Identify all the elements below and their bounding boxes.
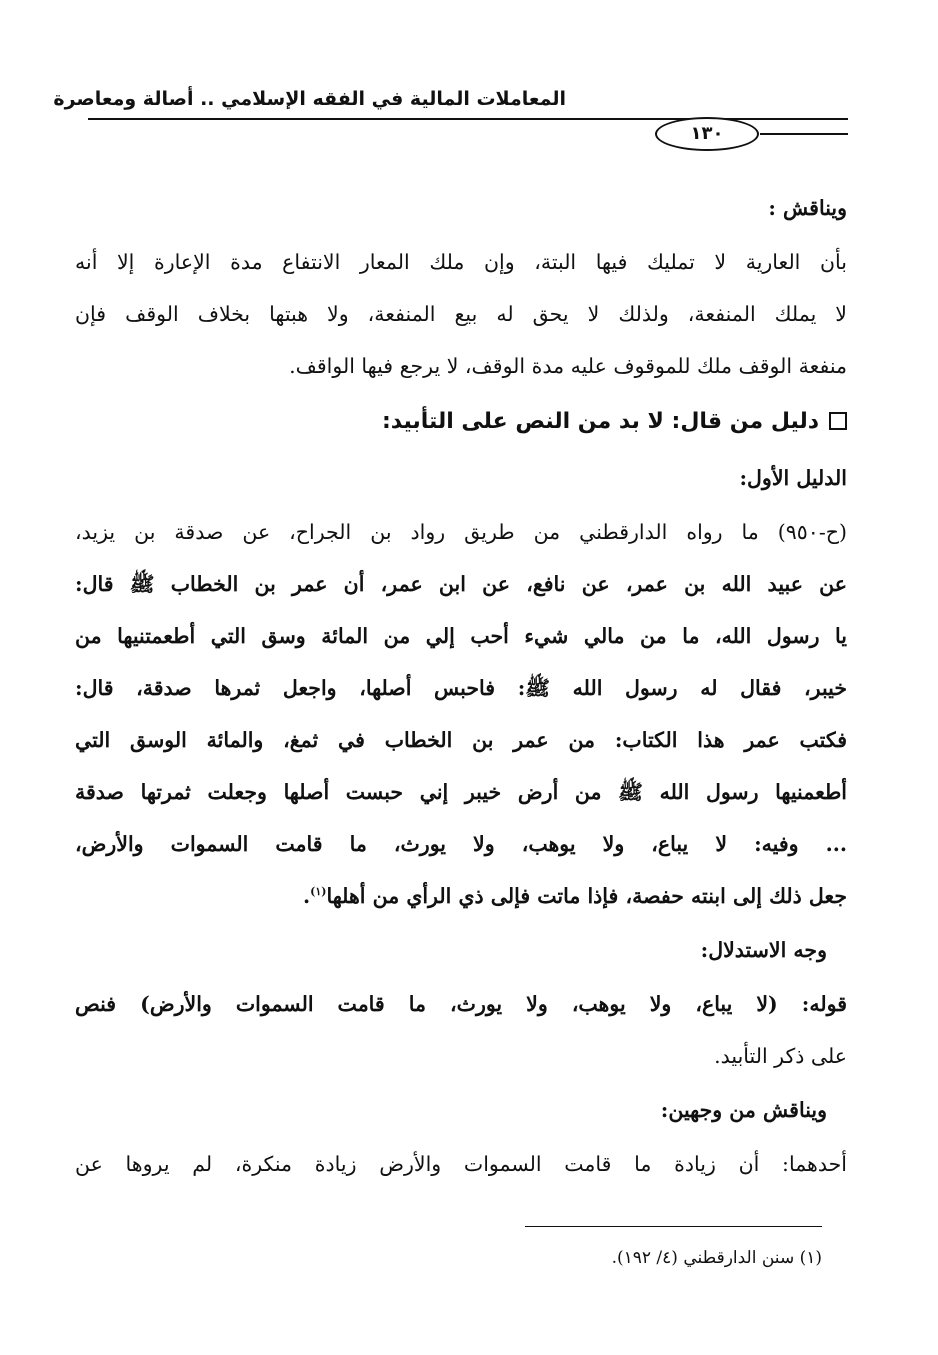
text-line: على ذكر التأبيد. xyxy=(714,1044,847,1068)
running-header-title: المعاملات المالية في الفقه الإسلامي .. أصالة ومعاصرة xyxy=(53,88,566,110)
square-bullet-icon xyxy=(829,412,847,430)
footnote-reference: (١) xyxy=(310,885,327,899)
section-heading-text: دليل من قال: لا بد من النص على التأبيد: xyxy=(381,408,819,434)
text-line: فكتب عمر هذا الكتاب: من عمر بن الخطاب في ثمغ، والمائة الوسق التي xyxy=(75,728,847,752)
discussion-paragraph xyxy=(75,236,847,392)
header-rule-lower xyxy=(760,133,848,135)
evidence-label: الدليل الأول: xyxy=(739,466,847,490)
text-line: قوله: (لا يباع، ولا يوهب، ولا يورث، ما قامت السموات والأرض) فنص xyxy=(75,992,847,1016)
text-line: (ح-٩٥٠) ما رواه الدارقطني من طريق رواد بن الجراح، عن صدقة بن يزيد، xyxy=(75,520,847,544)
evidence-paragraph xyxy=(75,506,847,922)
text-line: منفعة الوقف ملك للموقوف عليه مدة الوقف، لا يرجع فيها الواقف. xyxy=(289,354,847,378)
text-line xyxy=(75,870,847,922)
text-line: أحدهما: أن زيادة ما قامت السموات والأرض زيادة منكرة، لم يروها عن xyxy=(75,1152,847,1176)
inference-paragraph xyxy=(75,978,847,1082)
footnote-rule xyxy=(525,1226,822,1227)
text-line: لا يملك المنفعة، ولذلك لا يحق له بيع المنفعة، ولا هبتها بخلاف الوقف فإن xyxy=(75,302,847,326)
inference-label: وجه الاستدلال: xyxy=(700,938,827,962)
discussion-two-label: ويناقش من وجهين: xyxy=(660,1098,827,1122)
page-number: ١٣٠ xyxy=(655,117,759,151)
footnote: (١) سنن الدارقطني (٤/ ١٩٢). xyxy=(611,1248,822,1268)
text-line: بأن العارية لا تمليك فيها البتة، وإن ملك المعار الانتفاع مدة الإعارة إلا أنه xyxy=(75,250,847,274)
discussion-two-paragraph xyxy=(75,1138,847,1190)
page-body xyxy=(75,180,847,1190)
sentence-end: . xyxy=(302,884,311,908)
text-line: يا رسول الله، ما من مالي شيء أحب إلي من المائة وسق التي أطعمتنيها من xyxy=(75,624,847,648)
section-heading xyxy=(75,392,847,450)
text-line-content: جعل ذلك إلى ابنته حفصة، فإذا ماتت فإلى ذي الرأي من أهلها xyxy=(326,884,847,908)
text-line: ... وفيه: لا يباع، ولا يوهب، ولا يورث، ما قامت السموات والأرض، xyxy=(75,832,847,856)
text-line: عن عبيد الله بن عمر، عن نافع، عن ابن عمر، أن عمر بن الخطاب ﷺ قال: xyxy=(75,572,847,596)
text-line: خيبر، فقال له رسول الله ﷺ: فاحبس أصلها، واجعل ثمرها صدقة، قال: xyxy=(75,676,847,700)
text-line: أطعمنيها رسول الله ﷺ من أرض خيبر إني حبست أصلها وجعلت ثمرتها صدقة xyxy=(75,780,847,804)
discussion-label: ويناقش : xyxy=(768,196,847,220)
